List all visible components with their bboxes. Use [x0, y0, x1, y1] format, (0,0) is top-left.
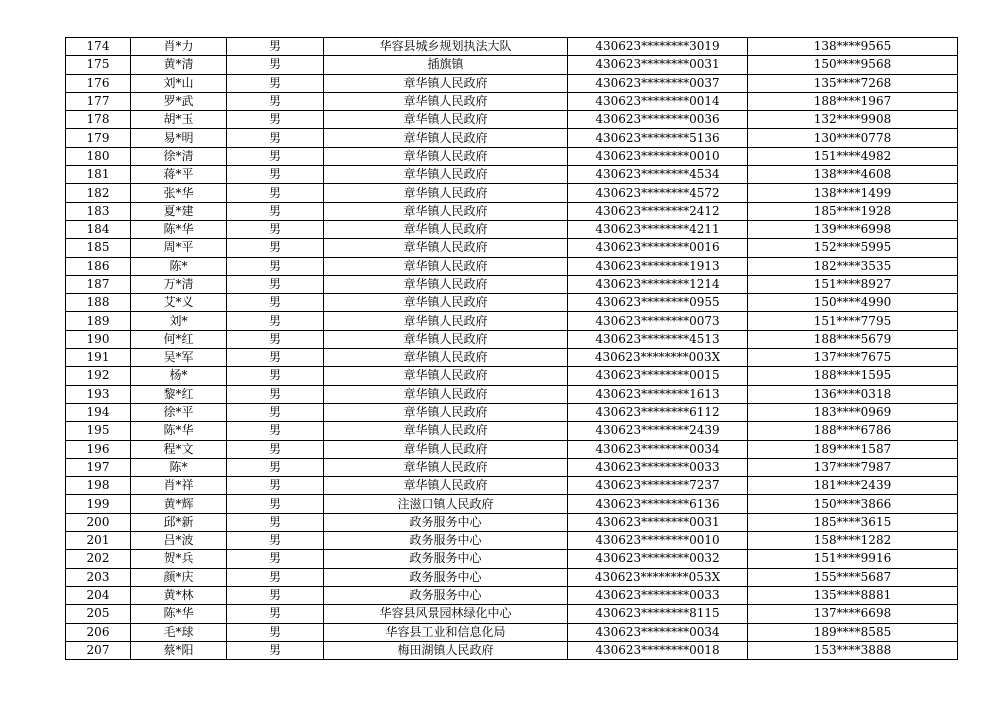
table-row [66, 568, 958, 586]
unit-cell: 章华镇人民政府 [324, 422, 568, 440]
phone-cell: 151****4982 [748, 147, 958, 165]
unit-cell: 章华镇人民政府 [324, 385, 568, 403]
row-number-cell: 206 [66, 623, 131, 641]
id-number-cell: 430623********7237 [568, 477, 748, 495]
row-number-cell: 204 [66, 586, 131, 604]
unit-cell: 章华镇人民政府 [324, 129, 568, 147]
gender-cell: 男 [227, 294, 324, 312]
gender-cell: 男 [227, 495, 324, 513]
row-number-cell: 193 [66, 385, 131, 403]
row-number-cell: 201 [66, 532, 131, 550]
id-number-cell: 430623********0033 [568, 458, 748, 476]
row-number-cell: 192 [66, 367, 131, 385]
table-row [66, 330, 958, 348]
phone-cell: 137****7987 [748, 458, 958, 476]
unit-cell: 章华镇人民政府 [324, 312, 568, 330]
table-row [66, 477, 958, 495]
gender-cell: 男 [227, 550, 324, 568]
id-number-cell: 430623********3019 [568, 38, 748, 56]
gender-cell: 男 [227, 111, 324, 129]
name-cell: 贺*兵 [131, 550, 227, 568]
table-row [66, 56, 958, 74]
table-row [66, 605, 958, 623]
phone-cell: 150****9568 [748, 56, 958, 74]
name-cell: 杨* [131, 367, 227, 385]
row-number-cell: 195 [66, 422, 131, 440]
phone-cell: 150****3866 [748, 495, 958, 513]
phone-cell: 135****8881 [748, 586, 958, 604]
gender-cell: 男 [227, 367, 324, 385]
unit-cell: 章华镇人民政府 [324, 74, 568, 92]
table-row [66, 403, 958, 421]
table-row [66, 513, 958, 531]
unit-cell: 华容县工业和信息化局 [324, 623, 568, 641]
name-cell: 程*文 [131, 440, 227, 458]
name-cell: 万*清 [131, 275, 227, 293]
table-row [66, 495, 958, 513]
table-row [66, 129, 958, 147]
id-number-cell: 430623********2439 [568, 422, 748, 440]
phone-cell: 185****1928 [748, 202, 958, 220]
phone-cell: 132****9908 [748, 111, 958, 129]
row-number-cell: 198 [66, 477, 131, 495]
row-number-cell: 181 [66, 166, 131, 184]
name-cell: 陈*华 [131, 605, 227, 623]
phone-cell: 152****5995 [748, 239, 958, 257]
name-cell: 夏*建 [131, 202, 227, 220]
name-cell: 罗*武 [131, 92, 227, 110]
row-number-cell: 189 [66, 312, 131, 330]
phone-cell: 150****4990 [748, 294, 958, 312]
gender-cell: 男 [227, 220, 324, 238]
phone-cell: 151****8927 [748, 275, 958, 293]
name-cell: 胡*玉 [131, 111, 227, 129]
row-number-cell: 178 [66, 111, 131, 129]
row-number-cell: 205 [66, 605, 131, 623]
name-cell: 陈*华 [131, 220, 227, 238]
name-cell: 邱*新 [131, 513, 227, 531]
id-number-cell: 430623********0031 [568, 56, 748, 74]
row-number-cell: 207 [66, 641, 131, 659]
row-number-cell: 175 [66, 56, 131, 74]
table-row [66, 111, 958, 129]
unit-cell: 章华镇人民政府 [324, 275, 568, 293]
id-number-cell: 430623********0018 [568, 641, 748, 659]
phone-cell: 185****3615 [748, 513, 958, 531]
unit-cell: 章华镇人民政府 [324, 184, 568, 202]
gender-cell: 男 [227, 56, 324, 74]
id-number-cell: 430623********5136 [568, 129, 748, 147]
name-cell: 吴*军 [131, 349, 227, 367]
gender-cell: 男 [227, 330, 324, 348]
gender-cell: 男 [227, 74, 324, 92]
id-number-cell: 430623********0073 [568, 312, 748, 330]
id-number-cell: 430623********1214 [568, 275, 748, 293]
table-row [66, 184, 958, 202]
row-number-cell: 180 [66, 147, 131, 165]
unit-cell: 政务服务中心 [324, 586, 568, 604]
id-number-cell: 430623********053X [568, 568, 748, 586]
table-row [66, 257, 958, 275]
unit-cell: 梅田湖镇人民政府 [324, 641, 568, 659]
id-number-cell: 430623********4211 [568, 220, 748, 238]
row-number-cell: 184 [66, 220, 131, 238]
name-cell: 陈* [131, 257, 227, 275]
table-row [66, 623, 958, 641]
table-row [66, 312, 958, 330]
id-number-cell: 430623********0015 [568, 367, 748, 385]
name-cell: 肖*祥 [131, 477, 227, 495]
row-number-cell: 179 [66, 129, 131, 147]
name-cell: 黄*林 [131, 586, 227, 604]
phone-cell: 151****7795 [748, 312, 958, 330]
phone-cell: 138****4608 [748, 166, 958, 184]
unit-cell: 章华镇人民政府 [324, 166, 568, 184]
row-number-cell: 190 [66, 330, 131, 348]
row-number-cell: 191 [66, 349, 131, 367]
row-number-cell: 199 [66, 495, 131, 513]
gender-cell: 男 [227, 239, 324, 257]
gender-cell: 男 [227, 92, 324, 110]
row-number-cell: 186 [66, 257, 131, 275]
id-number-cell: 430623********2412 [568, 202, 748, 220]
phone-cell: 188****1595 [748, 367, 958, 385]
phone-cell: 189****1587 [748, 440, 958, 458]
table-row [66, 74, 958, 92]
name-cell: 徐*清 [131, 147, 227, 165]
id-number-cell: 430623********003X [568, 349, 748, 367]
id-number-cell: 430623********4572 [568, 184, 748, 202]
name-cell: 刘*山 [131, 74, 227, 92]
unit-cell: 章华镇人民政府 [324, 147, 568, 165]
phone-cell: 182****3535 [748, 257, 958, 275]
gender-cell: 男 [227, 641, 324, 659]
table-row [66, 147, 958, 165]
unit-cell: 政务服务中心 [324, 532, 568, 550]
id-number-cell: 430623********0031 [568, 513, 748, 531]
id-number-cell: 430623********0034 [568, 440, 748, 458]
row-number-cell: 197 [66, 458, 131, 476]
name-cell: 何*红 [131, 330, 227, 348]
gender-cell: 男 [227, 458, 324, 476]
gender-cell: 男 [227, 275, 324, 293]
id-number-cell: 430623********0014 [568, 92, 748, 110]
gender-cell: 男 [227, 184, 324, 202]
name-cell: 黄*辉 [131, 495, 227, 513]
phone-cell: 153****3888 [748, 641, 958, 659]
phone-cell: 137****6698 [748, 605, 958, 623]
gender-cell: 男 [227, 586, 324, 604]
phone-cell: 181****2439 [748, 477, 958, 495]
id-number-cell: 430623********0034 [568, 623, 748, 641]
table-row [66, 202, 958, 220]
phone-cell: 139****6998 [748, 220, 958, 238]
phone-cell: 136****0318 [748, 385, 958, 403]
unit-cell: 华容县城乡规划执法大队 [324, 38, 568, 56]
gender-cell: 男 [227, 440, 324, 458]
unit-cell: 政务服务中心 [324, 568, 568, 586]
gender-cell: 男 [227, 257, 324, 275]
row-number-cell: 176 [66, 74, 131, 92]
table-row [66, 275, 958, 293]
gender-cell: 男 [227, 129, 324, 147]
unit-cell: 章华镇人民政府 [324, 349, 568, 367]
name-cell: 艾*义 [131, 294, 227, 312]
gender-cell: 男 [227, 623, 324, 641]
gender-cell: 男 [227, 38, 324, 56]
table-row [66, 349, 958, 367]
unit-cell: 章华镇人民政府 [324, 367, 568, 385]
gender-cell: 男 [227, 422, 324, 440]
phone-cell: 155****5687 [748, 568, 958, 586]
table-row [66, 550, 958, 568]
gender-cell: 男 [227, 513, 324, 531]
row-number-cell: 202 [66, 550, 131, 568]
table-row [66, 440, 958, 458]
unit-cell: 章华镇人民政府 [324, 92, 568, 110]
row-number-cell: 203 [66, 568, 131, 586]
id-number-cell: 430623********0037 [568, 74, 748, 92]
id-number-cell: 430623********0032 [568, 550, 748, 568]
name-cell: 陈* [131, 458, 227, 476]
phone-cell: 188****5679 [748, 330, 958, 348]
phone-cell: 137****7675 [748, 349, 958, 367]
table-body [66, 38, 958, 660]
unit-cell: 章华镇人民政府 [324, 477, 568, 495]
unit-cell: 章华镇人民政府 [324, 403, 568, 421]
table-row [66, 294, 958, 312]
gender-cell: 男 [227, 385, 324, 403]
gender-cell: 男 [227, 147, 324, 165]
id-number-cell: 430623********6112 [568, 403, 748, 421]
row-number-cell: 177 [66, 92, 131, 110]
id-number-cell: 430623********1913 [568, 257, 748, 275]
name-cell: 陈*华 [131, 422, 227, 440]
name-cell: 颜*庆 [131, 568, 227, 586]
row-number-cell: 188 [66, 294, 131, 312]
unit-cell: 章华镇人民政府 [324, 220, 568, 238]
unit-cell: 华容县风景园林绿化中心 [324, 605, 568, 623]
personnel-table [65, 37, 958, 660]
unit-cell: 政务服务中心 [324, 513, 568, 531]
row-number-cell: 183 [66, 202, 131, 220]
phone-cell: 188****6786 [748, 422, 958, 440]
id-number-cell: 430623********0036 [568, 111, 748, 129]
row-number-cell: 194 [66, 403, 131, 421]
table-row [66, 38, 958, 56]
gender-cell: 男 [227, 202, 324, 220]
phone-cell: 158****1282 [748, 532, 958, 550]
table-row [66, 166, 958, 184]
phone-cell: 130****0778 [748, 129, 958, 147]
gender-cell: 男 [227, 532, 324, 550]
unit-cell: 章华镇人民政府 [324, 458, 568, 476]
id-number-cell: 430623********0010 [568, 532, 748, 550]
id-number-cell: 430623********1613 [568, 385, 748, 403]
name-cell: 毛*球 [131, 623, 227, 641]
table-row [66, 367, 958, 385]
gender-cell: 男 [227, 605, 324, 623]
gender-cell: 男 [227, 349, 324, 367]
phone-cell: 135****7268 [748, 74, 958, 92]
row-number-cell: 185 [66, 239, 131, 257]
id-number-cell: 430623********0016 [568, 239, 748, 257]
unit-cell: 注滋口镇人民政府 [324, 495, 568, 513]
name-cell: 张*华 [131, 184, 227, 202]
table-row [66, 239, 958, 257]
name-cell: 黄*清 [131, 56, 227, 74]
table-row [66, 92, 958, 110]
id-number-cell: 430623********6136 [568, 495, 748, 513]
phone-cell: 138****1499 [748, 184, 958, 202]
row-number-cell: 196 [66, 440, 131, 458]
unit-cell: 章华镇人民政府 [324, 330, 568, 348]
id-number-cell: 430623********8115 [568, 605, 748, 623]
name-cell: 刘* [131, 312, 227, 330]
id-number-cell: 430623********0033 [568, 586, 748, 604]
name-cell: 周*平 [131, 239, 227, 257]
name-cell: 蔡*阳 [131, 641, 227, 659]
name-cell: 易*明 [131, 129, 227, 147]
table-row [66, 220, 958, 238]
gender-cell: 男 [227, 403, 324, 421]
name-cell: 徐*平 [131, 403, 227, 421]
table-row [66, 458, 958, 476]
unit-cell: 章华镇人民政府 [324, 239, 568, 257]
name-cell: 黎*红 [131, 385, 227, 403]
id-number-cell: 430623********4534 [568, 166, 748, 184]
table-row [66, 422, 958, 440]
unit-cell: 章华镇人民政府 [324, 111, 568, 129]
phone-cell: 183****0969 [748, 403, 958, 421]
gender-cell: 男 [227, 312, 324, 330]
gender-cell: 男 [227, 166, 324, 184]
row-number-cell: 187 [66, 275, 131, 293]
unit-cell: 章华镇人民政府 [324, 440, 568, 458]
gender-cell: 男 [227, 568, 324, 586]
table-row [66, 586, 958, 604]
name-cell: 蒋*平 [131, 166, 227, 184]
id-number-cell: 430623********0010 [568, 147, 748, 165]
phone-cell: 189****8585 [748, 623, 958, 641]
row-number-cell: 174 [66, 38, 131, 56]
phone-cell: 138****9565 [748, 38, 958, 56]
unit-cell: 政务服务中心 [324, 550, 568, 568]
name-cell: 肖*力 [131, 38, 227, 56]
name-cell: 吕*波 [131, 532, 227, 550]
row-number-cell: 200 [66, 513, 131, 531]
table-row [66, 532, 958, 550]
unit-cell: 章华镇人民政府 [324, 257, 568, 275]
table-row [66, 641, 958, 659]
phone-cell: 188****1967 [748, 92, 958, 110]
unit-cell: 章华镇人民政府 [324, 202, 568, 220]
table-row [66, 385, 958, 403]
gender-cell: 男 [227, 477, 324, 495]
id-number-cell: 430623********0955 [568, 294, 748, 312]
unit-cell: 插旗镇 [324, 56, 568, 74]
id-number-cell: 430623********4513 [568, 330, 748, 348]
unit-cell: 章华镇人民政府 [324, 294, 568, 312]
row-number-cell: 182 [66, 184, 131, 202]
phone-cell: 151****9916 [748, 550, 958, 568]
